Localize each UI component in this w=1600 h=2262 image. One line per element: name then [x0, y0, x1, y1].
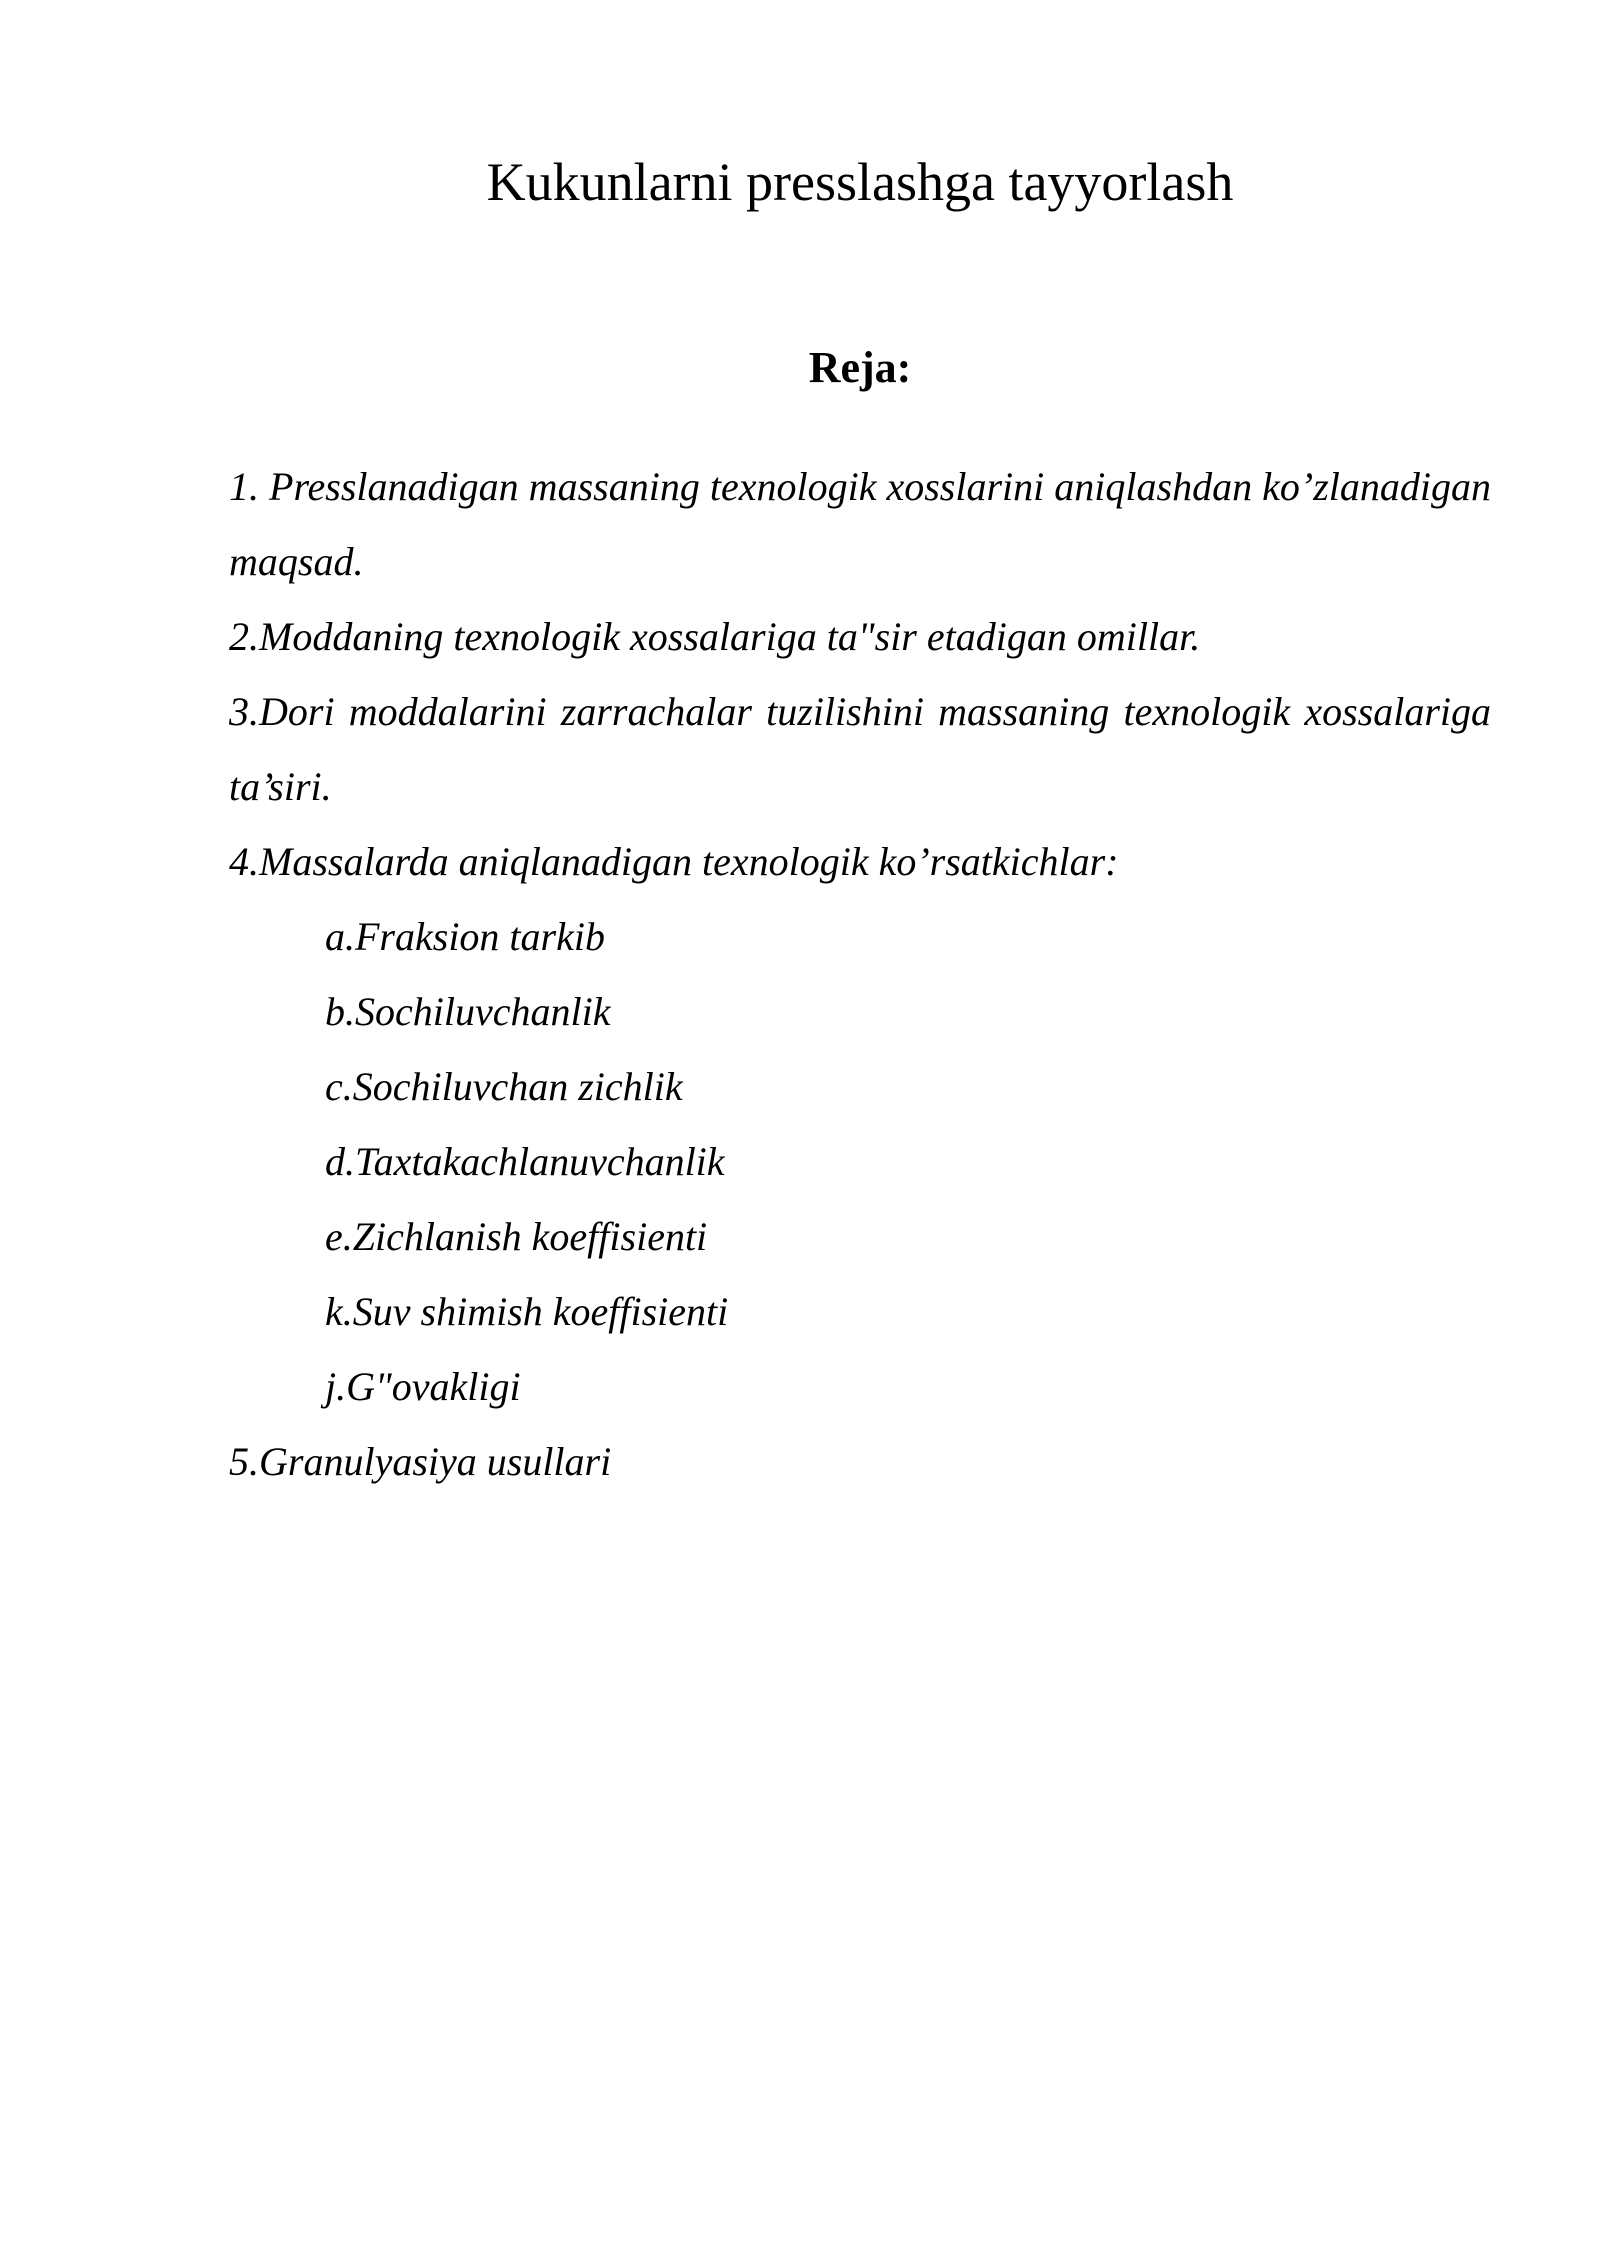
plan-list — [229, 449, 1491, 1499]
plan-subitem-j: j.G"ovakligi — [325, 1364, 521, 1409]
plan-item-4: 4.Massalarda aniqlanadigan texnologik ko’rsatkichlar: — [229, 839, 1119, 884]
plan-subitem-b: b.Sochiluvchanlik — [325, 989, 611, 1034]
plan-subitem-c: c.Sochiluvchan zichlik — [325, 1064, 683, 1109]
plan-item-5: 5.Granulyasiya usullari — [229, 1439, 612, 1484]
plan-heading: Reja: — [808, 343, 912, 392]
plan-subitem-a: a.Fraksion tarkib — [325, 914, 605, 959]
plan-item-1: 1. Presslanadigan massaning texnologik xosslarini aniqlashdan ko’zlanadigan maqsad. — [229, 464, 1491, 584]
plan-item-2: 2.Moddaning texnologik xossalariga ta"sir etadigan omillar. — [229, 614, 1201, 659]
plan-subitem-k: k.Suv shimish koeffisienti — [325, 1289, 729, 1334]
plan-item-3: 3.Dori moddalarini zarrachalar tuzilishini massaning texnologik xossalariga ta’siri. — [229, 689, 1491, 809]
plan-subitem-d: d.Taxtakachlanuvchanlik — [325, 1139, 725, 1184]
document-title: Kukunlarni presslashga tayyorlash — [486, 152, 1234, 212]
plan-subitem-e: e.Zichlanish koeffisienti — [325, 1214, 708, 1259]
